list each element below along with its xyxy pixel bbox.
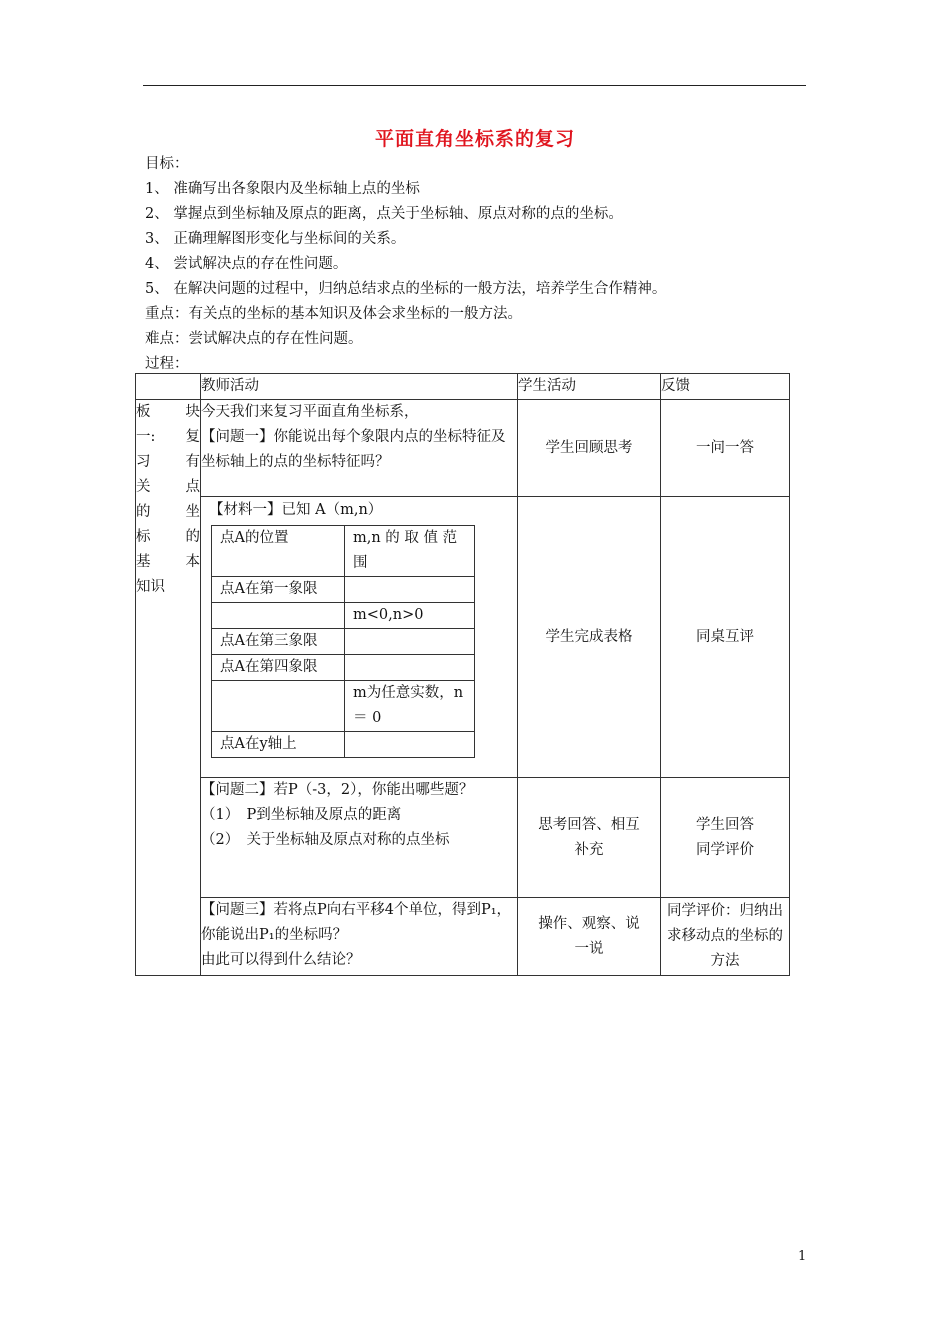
table-row — [136, 778, 790, 898]
row4-student: 操作、观察、说一说 — [518, 898, 661, 976]
row1-student: 学生回顾思考 — [518, 400, 661, 497]
goal-1: 1、 准确写出各象限内及坐标轴上点的坐标 — [145, 181, 420, 197]
page-number: 1 — [798, 1249, 807, 1264]
header-student: 学生活动 — [518, 374, 661, 400]
inner-row: 点A在y轴上 — [212, 732, 475, 758]
row2-student: 学生完成表格 — [518, 497, 661, 778]
row2-feedback: 同桌互评 — [661, 497, 790, 778]
goal-4: 4、 尝试解决点的存在性问题。 — [145, 256, 348, 272]
row4-feedback: 同学评价：归纳出求移动点的坐标的方法 — [661, 898, 790, 976]
table-row — [136, 497, 790, 778]
header-feedback: 反馈 — [661, 374, 790, 400]
header-empty — [136, 374, 201, 400]
row3-question: 【问题二】若P（-3，2），你能出哪些题？ — [201, 782, 474, 798]
section-label: 板 块 一: 复 习 有 关 点 的 坐 标 的 基 本 知识 — [136, 400, 201, 976]
row2-teacher — [201, 497, 518, 778]
row1-feedback: 一问一答 — [661, 400, 790, 497]
row1-teacher — [201, 400, 518, 497]
inner-row: 点A在第三象限 — [212, 629, 475, 655]
row3-item-2: （2） 关于坐标轴及原点对称的点坐标 — [201, 832, 450, 848]
goal-3: 3、 正确理解图形变化与坐标间的关系。 — [145, 231, 406, 247]
row4-question-2: 由此可以得到什么结论？ — [201, 952, 361, 968]
row3-feedback: 学生回答 同学评价 — [661, 778, 790, 898]
table-header-row — [136, 374, 790, 400]
goal-2: 2、 掌握点到坐标轴及原点的距离，点关于坐标轴、原点对称的点的坐标。 — [145, 206, 623, 222]
row1-intro: 今天我们来复习平面直角坐标系， — [201, 404, 419, 420]
material-label: 【材料一】已知 A（m,n） — [209, 502, 383, 518]
position-table — [211, 525, 475, 758]
table-row — [136, 898, 790, 976]
row3-item-1: （1） P到坐标轴及原点的距离 — [201, 807, 402, 823]
table-row — [136, 400, 790, 497]
difficulty: 难点：尝试解决点的存在性问题。 — [145, 331, 363, 347]
inner-row: 点A在第一象限 — [212, 577, 475, 603]
row4-teacher — [201, 898, 518, 976]
process-label: 过程： — [145, 356, 189, 372]
page-title: 平面直角坐标系的复习 — [374, 128, 575, 150]
goals-label: 目标： — [145, 156, 189, 172]
goal-5: 5、 在解决问题的过程中，归纳总结求点的坐标的一般方法，培养学生合作精神。 — [145, 281, 667, 297]
row3-teacher — [201, 778, 518, 898]
row3-student: 思考回答、相互补充 — [518, 778, 661, 898]
header-teacher: 教师活动 — [201, 374, 518, 400]
header-rule — [143, 85, 806, 86]
row4-question: 【问题三】若将点P向右平移4个单位，得到P₁，你能说出P₁的坐标吗？ — [201, 902, 512, 943]
inner-row: m为任意实数，n ＝ 0 — [212, 681, 475, 732]
inner-row: m<0,n>0 — [212, 603, 475, 629]
inner-row: 点A在第四象限 — [212, 655, 475, 681]
lesson-table — [135, 373, 790, 976]
row1-question: 【问题一】你能说出每个象限内点的坐标特征及坐标轴上的点的坐标特征吗？ — [201, 429, 506, 470]
inner-row: 点A的位置 m,n 的 取 值 范围 — [212, 526, 475, 577]
key-point: 重点：有关点的坐标的基本知识及体会求坐标的一般方法。 — [145, 306, 522, 322]
